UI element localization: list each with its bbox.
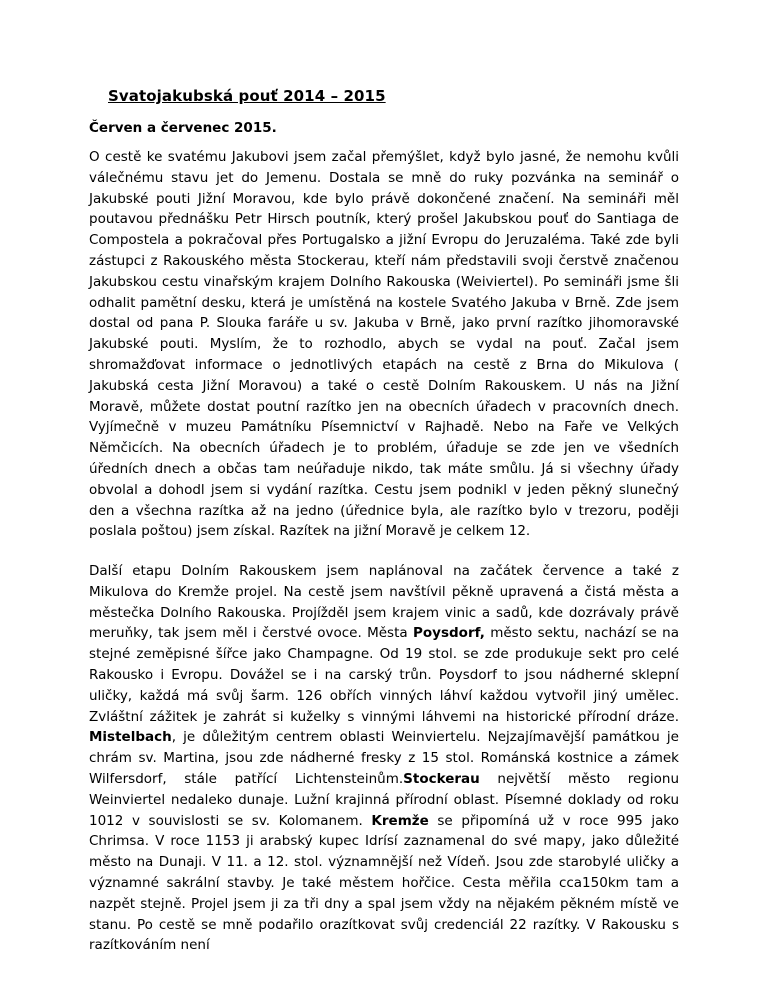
place-name-kremze: Kremže [371,812,429,829]
document-subtitle: Červen a červenec 2015. [89,120,277,136]
document-title: Svatojakubská pouť 2014 – 2015 [108,87,386,105]
paragraph-2-text-4: největší město regionu Weinviertel nedaleko dunaje. Lužní krajinná přírodní oblast. Písemné doklady od roku 1012 v souvislosti se sv. Kolomanem. [89,770,679,829]
paragraph-2-text-2: město sektu, nachází se na stejné zeměpisné šířce jako Champagne. Od 19 stol. se zde produkuje sekt pro celé Rakousko i Evropu. Dovážel se i na carský trůn. Poysdorf to jsou nádherné sklepní uličky, každá má svůj šarm. 126 obřích vinných láhví každou vytvořil jiný umělec. Zvláštní zážitek je zahrát si kuželky s vinnými láhvemi na historické přírodní dráze. [89,625,679,725]
paragraph-2-text-5: se připomíná už v roce 995 jako Chrimsa. V roce 1153 ji arabský kupec Idrísí zaznamenal do své mapy, jako důležité město na Dunaji. V 11. a 12. stol. významnější než Vídeň. Jsou zde starobylé uličky a významné sakrální stavby. Je také městem hořčice. Cesta měřila cca150km tam a nazpět stejně. Projel jsem ji za tři dny a spal jsem vždy na nějakém pěkném místě ve stanu. Po cestě se mně podařilo orazítkovat svůj credenciál 22 razítky. V Rakousku s razítkováním není [89,812,679,954]
paragraph-2-text-3: , je důležitým centrem oblasti Weinviertelu. Nejzajímavější památkou je chrám sv. Martina, jsou zde nádherné fresky z 15 stol. Románská kostnice a zámek Wilfersdorf, stále patřící Lichtensteinům. [89,729,679,787]
place-name-stockerau: Stockerau [403,770,480,787]
place-name-poysdorf: Poysdorf, [413,625,485,642]
place-name-mistelbach: Mistelbach [89,729,172,746]
paragraph-2-text-1: Další etapu Dolním Rakouskem jsem naplánoval na začátek července a také z Mikulova do Kremže projel. Na cestě jsem navštívil pěkně upravená a čistá města a městečka Dolního Rakouska. Projížděl jsem krajem vinic a sadů, kde dozrávaly právě meruňky, tak jsem měl i čerstvé ovoce. Města [89,563,679,642]
paragraph-2 [89,561,679,956]
paragraph-1: O cestě ke svatému Jakubovi jsem začal přemýšlet, když bylo jasné, že nemohu kvůli válečnému stavu jet do Jemenu. Dostala se mně do ruky pozvánka na seminář o Jakubské pouti Jižní Moravou, kde bylo právě dokončené značení. Na semináři měl poutavou přednášku Petr Hirsch poutník, který prošel Jakubskou pouť do Santiaga de Compostela a pokračoval přes Portugalsko a jižní Evropu do Jeruzaléma. Také zde byli zástupci z Rakouského města Stockerau, kteří nám představili svoji čerstvě značenou Jakubskou cestu vinařským krajem Dolního Rakouska (Weiviertel). Po semináři jsme šli odhalit pamětní desku, která je umístěná na kostele Svatého Jakuba v Brně. Zde jsem dostal od pana P. Slouka faráře u sv. Jakuba v Brně, jako první razítko jihomoravské Jakubské pouti. Myslím, že to rozhodlo, abych se vydal na pouť. Začal jsem shromažďovat informace o jednotlivých etapách na cestě z Brna do Mikulova ( Jakubská cesta Jižní Moravou) a také o cestě Dolním Rakouskem. U nás na Jižní Moravě, můžete dostat poutní razítko jen na obecních úřadech v pracovních dnech. Vyjímečně v muzeu Památníku Písemnictví v Rajhadě. Nebo na Faře ve Velkých Němčicích. Na obecních úřadech je to problém, úřaduje se zde jen ve všedních úředních dnech a občas tam neúřaduje nikdo, tak máte smůlu. Já si všechny úřady obvolal a dohodl jsem si vydání razítka. Cestu jsem podnikl v jeden pěkný slunečný den a všechna razítka až na jedno (úřednice byla, ale razítko bylo v trezoru, poději poslala poštou) jsem získal. Razítek na jižní Moravě je celkem 12. [89,149,679,540]
